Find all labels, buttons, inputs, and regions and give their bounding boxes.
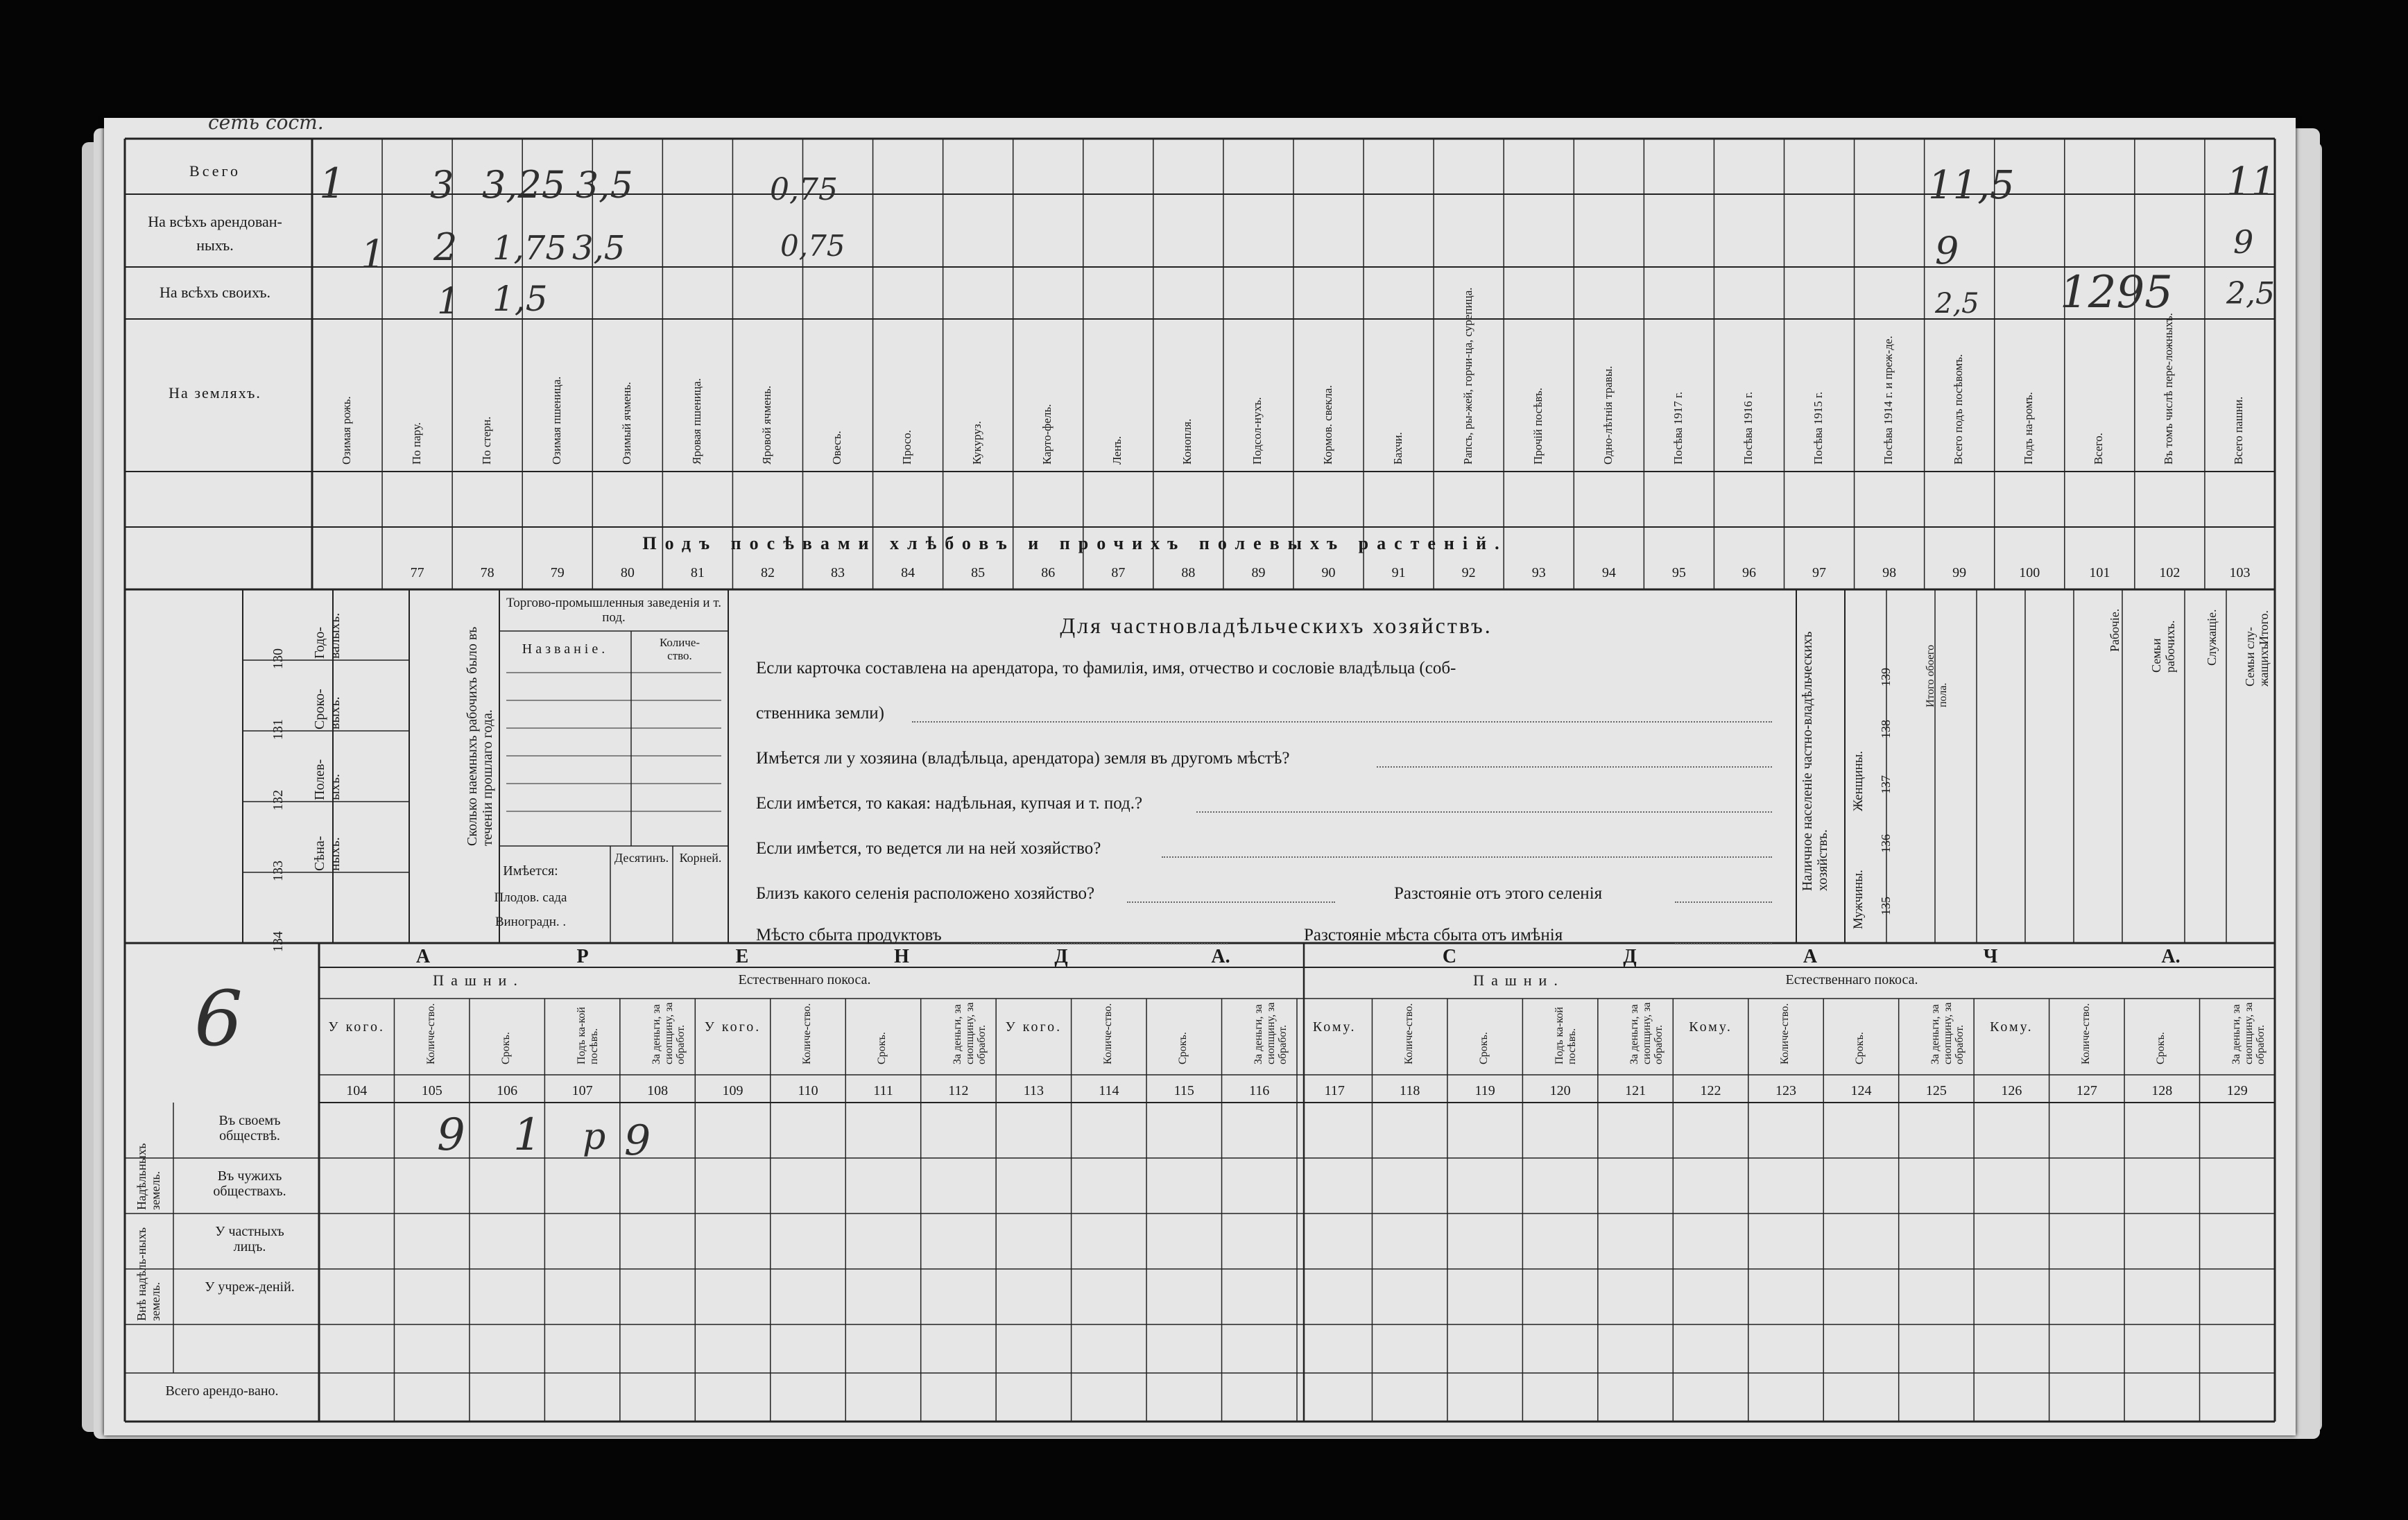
lease-row-institutions: У учреж-деній. [205,1279,295,1295]
workers-header: Рабочіе. [2108,608,2122,652]
lease-column-number: 106 [497,1083,518,1098]
hw-vsego-3: 3 [430,163,454,207]
sdacha-letter: Д [1623,946,1637,967]
hw-vsego-11: 11 [2226,159,2276,205]
livestock-label: Сроко-выхъ. [312,689,343,729]
lease-sub-header: Срокъ. [500,1032,513,1064]
employee-families-header: Семьи слу-жащихъ. [2243,627,2271,686]
hired-workers-label: Сколько наемныхъ рабочихъ было въ теченіи прошлаго года. [465,626,495,846]
lease-sub-header: За деньги, за сиопщину, за обработ. [651,1002,687,1064]
lease-column-number: 110 [798,1083,818,1098]
lease-column-number: 127 [2076,1083,2097,1098]
column-number: 83 [831,565,845,580]
pop-col-139: 139 [1879,668,1893,686]
lease-sub-header: Срокъ. [1478,1032,1490,1064]
crop-column-header: По пару. [409,422,423,465]
nadel-group-label: Надѣльныхъ земель. [135,1143,162,1210]
vineyard-label: Виноградн. . [495,915,567,929]
sdacha-letter: Ч [1983,946,1998,967]
lease-column-number: 129 [2226,1083,2248,1098]
livestock-column-number: 133 [270,861,286,881]
lease-sub-header: Количе-ство. [2079,1003,2092,1064]
column-number: 92 [1461,565,1476,580]
column-number: 88 [1181,565,1196,580]
hw-svoih-1: 1 [437,281,461,322]
lease-who-header: У кого. [1005,1019,1063,1035]
hw-aren-175: 1,75 [492,229,567,268]
row-label-vsego: Всего [189,162,241,180]
hw-svoih-25b: 2,5 [2226,276,2275,311]
hw-lease-1: 1 [513,1109,542,1161]
group-under-crops-label: Подъ посѣвами хлѣбовъ и прочихъ полевыхъ растеній. [642,533,1508,553]
hw-aren-2: 2 [433,225,458,269]
lease-who-header: Кому. [1689,1019,1732,1035]
lease-sub-header: За деньги, за сиопщину, за обработ. [1929,1002,1966,1064]
hw-top-note: сеть сост. [208,111,324,134]
livestock-column-number: 130 [270,648,286,669]
lease-column-number: 107 [571,1083,593,1098]
hw-svoih-25: 2,5 [1935,288,1979,320]
column-number: 81 [690,565,705,580]
lease-sub-header: Количе-ство. [1402,1003,1415,1064]
fill-in-dotted-line [971,943,1228,944]
column-number: 84 [901,565,915,580]
crop-column-header: Яровой ячмень. [759,386,773,465]
lease-column-number: 120 [1549,1083,1571,1098]
population-title: Наличное населеніе частно-владѣльческихъ хозяйствъ. [1800,631,1830,891]
fill-in-dotted-line [1675,943,1772,944]
column-number: 96 [1742,565,1756,580]
fill-in-dotted-line [1162,856,1772,858]
column-number: 95 [1671,565,1686,580]
lease-column-number: 119 [1474,1083,1495,1098]
sdacha-letter: С [1442,946,1457,967]
crop-column-header: Посѣва 1915 г. [1812,391,1825,465]
column-number: 78 [480,565,495,580]
column-number: 87 [1111,565,1126,580]
column-number: 100 [2019,565,2040,580]
livestock-column-number: 132 [270,790,286,811]
lease-sub-header: За деньги, за сиопщину, за обработ. [951,1002,988,1064]
fill-in-dotted-line [1127,901,1335,903]
hw-card-number: 6 [194,974,243,1063]
crop-column-header: Кормов. свекла. [1321,385,1334,465]
column-number: 86 [1041,565,1056,580]
arenda-letter: Р [576,946,589,967]
hw-vsego-1: 1 [319,159,346,208]
hw-vsego-35: 3,5 [576,165,633,207]
livestock-label: Полев-ыхъ. [312,759,343,800]
crop-column-header: Озимый ячмень. [619,381,633,465]
column-number: 99 [1952,565,1967,580]
lease-sub-header: За деньги, за сиопщину, за обработ. [1252,1002,1289,1064]
row-label-arendovan-2: ныхъ. [196,236,234,254]
census-card [104,111,2296,1435]
livestock-column-number: 131 [270,719,286,740]
crop-column-header: Рапсъ, ры-жей, горчи-ца, сурепица. [1461,287,1474,465]
hw-vsego-325: 3,25 [482,163,566,207]
private-line: Имѣется ли у хозяина (владѣльца, арендатора) земля въ другомъ мѣстѣ? [756,749,1290,768]
lease-column-number: 123 [1775,1083,1796,1098]
lease-who-header: Кому. [1990,1019,2033,1035]
crop-column-header: По стерн. [479,416,493,465]
column-number: 102 [2159,565,2181,580]
vnenadel-group-label: Внѣ надѣль-ныхъ земель. [135,1227,162,1321]
column-number: 77 [410,565,424,580]
crop-column-header: Карто-фель. [1040,404,1054,465]
livestock-label: Сѣна-ныхъ. [312,836,343,871]
arenda-letter: Д [1054,946,1068,967]
korney-header: Корней. [679,851,722,865]
lease-sub-header: Количе-ство. [1779,1003,1791,1064]
lease-column-number: 126 [2001,1083,2022,1098]
lease-column-number: 121 [1625,1083,1646,1098]
lease-sub-header: Срокъ. [2155,1032,2167,1064]
pop-col-136: 136 [1879,834,1893,853]
private-line: Если имѣется, то ведется ли на ней хозяйство? [756,839,1101,858]
livestock-label: Годо-валыхъ. [312,612,343,659]
crop-column-header: Всего. [2092,433,2106,465]
hw-svoih-1295: 1295 [2060,267,2173,318]
lease-column-number: 115 [1173,1083,1194,1098]
crop-column-header: Озимая рожь. [339,396,353,465]
lease-sub-header: Срокъ. [1177,1032,1189,1064]
column-number: 97 [1812,565,1827,580]
crop-column-header: Всего подъ посѣвомъ. [1952,354,1966,465]
arenda-pashni: Пашни. [433,971,524,989]
lease-column-number: 124 [1850,1083,1872,1098]
private-line: Близъ какого селенія расположено хозяйство? [756,884,1095,903]
column-number: 89 [1251,565,1266,580]
lease-column-number: 108 [647,1083,669,1098]
lease-column-number: 105 [421,1083,442,1098]
hw-aren-9: 9 [1935,229,1959,273]
lease-sub-header: Срокъ. [1854,1032,1866,1064]
row-label-arendovan: На всѣхъ арендован- [148,213,282,230]
column-number: 85 [971,565,986,580]
lease-row-other: Въ чужихъ обществахъ. [213,1168,286,1199]
lease-column-number: 122 [1700,1083,1721,1098]
trade-qty-header: Количе-ство. [659,636,700,662]
lease-column-number: 125 [1925,1083,1947,1098]
trade-header: Торгово-промышленныя заведенія и т. под. [506,596,721,625]
hw-svoih-15: 1,5 [492,279,548,319]
women-label: Женщины. [1851,750,1866,811]
sdacha-pokos: Естественнаго покоса. [1785,972,1918,987]
sdacha-letter: А. [2161,946,2181,967]
distance-village-label: Разстояніе отъ этого селенія [1394,884,1603,903]
arenda-letter: Е [735,946,749,967]
row-label-na-zemlyah: На земляхъ. [169,384,261,401]
trade-name-header: Названіе. [522,641,609,657]
hw-aren-35: 3,5 [572,229,626,268]
lease-column-number: 113 [1023,1083,1044,1098]
lease-who-header: У кого. [328,1019,386,1035]
hw-vsego-075: 0,75 [770,172,838,207]
hw-lease-9: 9 [437,1109,465,1161]
distance-market-label: Разстояніе мѣста сбыта отъ имѣнія [1304,926,1563,944]
private-line: ственника земли) [756,704,884,723]
arenda-letter: А [415,946,431,967]
private-line: Мѣсто сбыта продуктовъ [756,926,942,944]
lease-row-private: У частныхъ лицъ. [215,1224,284,1254]
column-number: 98 [1882,565,1897,580]
crop-column-header: Посѣва 1914 г. и преж-де. [1882,336,1895,465]
fill-in-dotted-line [1377,766,1772,768]
crop-column-header: Просо. [900,430,914,465]
row-label-svoih: На всѣхъ своихъ. [160,284,270,301]
lease-row-own: Въ своемъ обществѣ. [218,1113,281,1143]
lease-column-number: 128 [2151,1083,2173,1098]
livestock-column-number: 134 [270,931,286,952]
crop-column-header: Посѣва 1916 г. [1741,391,1755,465]
crop-column-header: Подсол-нухъ. [1250,397,1264,465]
private-title: Для частновладѣльческихъ хозяйствъ. [1060,613,1493,638]
crop-column-header: Прочій посѣвъ. [1531,388,1545,465]
has-label: Имѣется: [503,863,558,879]
column-number: 90 [1321,565,1336,580]
sum-both-label: Итого обоего пола. [1925,644,1949,707]
lease-sub-header: Количе-ство. [801,1003,813,1064]
pop-col-137: 137 [1879,775,1893,794]
private-line: Если карточка составлена на арендатора, то фамилія, имя, отчество и сословіе владѣльца (соб- [756,659,1456,677]
hw-lease-r: р [583,1116,606,1158]
column-number: 103 [2229,565,2251,580]
employees-header: Служащіе. [2205,609,2219,666]
crop-column-header: Всего пашни. [2232,396,2246,465]
crop-column-header: Ленъ. [1110,435,1124,465]
arenda-pokos: Естественнаго покоса. [738,972,871,987]
hw-aren-075: 0,75 [780,229,845,263]
column-number: 93 [1531,565,1546,580]
lease-column-number: 109 [722,1083,743,1098]
lease-sub-header: Количе-ство. [424,1003,437,1064]
lease-column-number: 117 [1324,1083,1345,1098]
crop-column-header: Посѣва 1917 г. [1671,391,1685,465]
column-number: 101 [2089,565,2110,580]
fill-in-dotted-line [1675,901,1772,903]
arenda-letter: А. [1211,946,1230,967]
lease-who-header: Кому. [1312,1019,1357,1035]
arenda-letter: Н [894,946,909,967]
lease-total-row: Всего арендо-вано. [165,1383,279,1399]
lease-column-number: 111 [873,1083,893,1098]
fill-in-dotted-line [912,721,1772,723]
crop-column-header: Яровая пшеница. [689,378,703,465]
men-label: Мужчины. [1851,870,1866,929]
lease-sub-header: Подъ ка-кой посѣвъ. [1553,1007,1578,1064]
lease-column-number: 114 [1099,1083,1119,1098]
lease-sub-header: Подъ ка-кой посѣвъ. [575,1007,600,1064]
fill-in-dotted-line [1196,811,1772,813]
total-header: Итого. [2257,610,2271,645]
sdacha-pashni: Пашни. [1473,971,1565,989]
hw-vsego-115: 11,5 [1928,163,2015,208]
lease-who-header: У кого. [704,1019,762,1035]
column-number: 94 [1601,565,1616,580]
pop-col-138: 138 [1879,720,1893,739]
column-number: 80 [620,565,635,580]
crop-column-header: Озимая пшеница. [549,376,563,465]
garden-label: Плодов. сада [494,890,567,905]
lease-column-number: 116 [1249,1083,1270,1098]
lease-column-number: 112 [948,1083,969,1098]
lease-sub-header: Количе-ство. [1101,1003,1114,1064]
crop-column-header: Конопля. [1180,418,1194,465]
crop-column-header: Въ томъ числѣ пере-ложныхъ. [2162,313,2176,465]
lease-column-number: 118 [1400,1083,1420,1098]
column-number: 82 [760,565,775,580]
crop-column-header: Овесъ. [830,431,844,465]
crop-column-header: Подъ на-ромъ. [2022,392,2036,465]
sdacha-letter: А [1803,946,1818,967]
column-number: 91 [1391,565,1406,580]
lease-sub-header: За деньги, за сиопщину, за обработ. [2230,1002,2267,1064]
column-number: 79 [550,565,565,580]
hw-aren-9b: 9 [2233,223,2254,261]
hw-aren-1: 1 [361,232,386,277]
lease-sub-header: За деньги, за сиопщину, за обработ. [1628,1002,1665,1064]
crop-column-header: Одно-лѣтнія травы. [1601,365,1615,465]
lease-sub-header: Срокъ. [876,1032,888,1064]
lease-column-number: 104 [346,1083,368,1098]
hw-lease-9b: 9 [624,1116,651,1165]
desyatin-header: Десятинъ. [614,851,669,865]
pop-col-135: 135 [1879,897,1893,915]
private-line: Если имѣется, то какая: надѣльная, купчая и т. под.? [756,794,1143,813]
worker-families-header: Семьи рабочихъ. [2149,620,2177,673]
crop-column-header: Бахчи. [1391,432,1404,465]
crop-column-header: Кукуруз. [970,421,984,465]
